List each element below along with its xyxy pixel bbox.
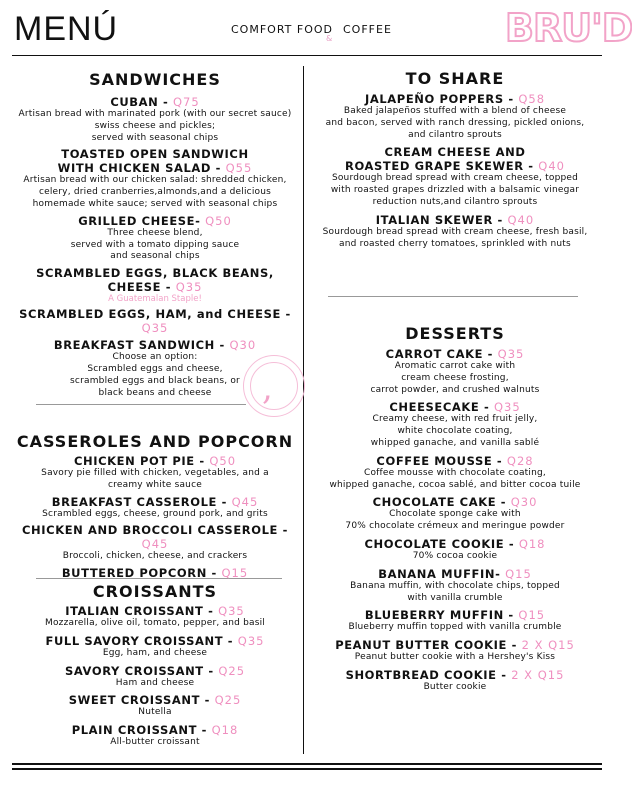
item-name: BUTTERED POPCORN - [61,566,222,581]
item-description: All-butter croissant [110,737,200,748]
item-description: Three cheese blend, served with a tomato dipping sauce and seasonal chips [70,227,240,262]
item-price: Q35 [218,604,245,618]
menu-item [308,638,602,664]
item-name: ITALIAN CROISSANT - [65,604,219,618]
column-divider [303,66,304,754]
item-name-line [8,338,302,352]
to-share-section [308,69,602,254]
item-price: Q35 [141,321,169,336]
item-description: Sourdough bread spread with cream cheese, fresh basil, and roasted cherry tomatoes, sprinkled with nuts [322,226,588,249]
item-name: FULL SAVORY CROISSANT - [45,633,238,648]
item-name: CHICKEN POT PIE - [73,454,210,468]
menu-item [8,723,302,749]
to-share-list [308,92,602,250]
item-name-line [308,145,602,173]
section-title: TO SHARE [405,69,505,88]
menu-item [8,95,302,144]
item-price: Q50 [205,213,232,228]
item-price: Q25 [214,693,242,708]
item-description: Sourdough bread spread with cream cheese, topped with roasted grapes drizzled with a balsamic vinegar reduction nuts,and cilantro sprouts [330,173,580,207]
item-name-line [8,693,302,707]
item-name: SCRAMBLED EGGS, HAM, and CHEESE - [19,307,291,322]
item-price: Q45 [231,494,259,509]
menu-item [8,214,302,263]
item-name: CUBAN - [110,95,173,109]
tagline-comfort-food: COMFORT FOOD [231,23,333,36]
item-description: Savory pie filled with chicken, vegetables, and a creamy white sauce [41,468,269,490]
item-description: Butter cookie [423,681,487,692]
item-price: Q40 [507,212,535,227]
item-name-line [8,266,302,294]
item-description: 70% cocoa cookie [412,550,498,561]
item-price: Q40 [538,159,565,174]
menu-item [8,604,302,630]
item-name: CHOCOLATE CAKE - [372,495,511,510]
dessert-list [308,347,602,694]
item-price: Q50 [209,454,237,468]
brand-stamp-mark: , [262,368,273,408]
item-name: BREAKFAST CASSEROLE - [51,494,232,509]
item-description: Blueberry muffin topped with vanilla crumble [348,622,562,633]
menu-item [308,495,602,533]
item-name: JALAPEÑO POPPERS - [364,92,519,106]
item-name: GRILLED CHEESE- [78,213,206,228]
desserts-section [308,324,602,698]
menu-item [308,668,602,694]
item-price: Q15 [221,566,249,581]
item-name: CHEESECAKE - [389,400,494,415]
item-name: SWEET CROISSANT - [68,693,215,708]
menu-item [8,523,302,563]
item-price: 2 X Q15 [511,667,565,682]
item-description: Chocolate sponge cake with 70% chocolate crémeux and meringue powder [345,509,565,532]
menu-item [308,347,602,396]
item-description: Scrambled eggs, cheese, ground pork, and grits [42,508,268,519]
item-description: Peanut butter cookie with a Hershey's Kiss [354,652,556,663]
item-name-line [8,495,302,509]
menu-item [8,266,302,304]
item-price: Q25 [218,663,246,678]
casserole-list [8,454,302,580]
item-price: Q18 [211,723,239,738]
item-name: CHICKEN AND BROCCOLI CASSEROLE - [22,523,288,538]
menu-item [8,634,302,660]
item-price: Q30 [229,338,257,353]
menu-item [308,567,602,605]
menu-item [8,495,302,521]
item-name: SCRAMBLED EGGS, BLACK BEANS, CHEESE - [36,266,274,295]
item-description: Broccoli, chicken, cheese, and crackers [62,551,248,562]
item-description: Choose an option: Scrambled eggs and cheese, scrambled eggs and black beans, or black beans and cheese [70,352,240,398]
item-name: CARROT CAKE - [385,347,498,361]
item-name: BLUEBERRY MUFFIN - [364,608,519,623]
item-name-line [308,495,602,509]
menu-item [8,664,302,690]
item-name-line [308,400,602,414]
item-name: BANANA MUFFIN- [378,566,506,581]
item-name: CREAM CHEESE AND ROASTED GRAPE SKEWER - [345,145,534,174]
item-description: Aromatic carrot cake with cream cheese frosting, carrot powder, and crushed walnuts [370,361,540,395]
item-name-line [8,307,302,335]
item-name: SAVORY CROISSANT - [64,663,219,678]
item-name: COFFEE MOUSSE - [376,453,507,468]
item-name-line [308,92,602,106]
croissants-section [8,582,302,753]
item-price: Q15 [505,566,532,581]
item-description: Mozzarella, olive oil, tomato, pepper, and basil [45,618,265,628]
item-price: 2 X Q15 [521,638,575,653]
section-title: CROISSANTS [92,582,218,601]
section-title: CASSEROLES AND POPCORN [16,432,294,451]
right-divider [328,296,578,297]
item-price: Q28 [506,453,534,468]
footer-rule-1 [12,763,602,765]
croissant-list [8,604,302,749]
menu-item [8,307,302,335]
item-name-line [8,523,302,551]
menu-item [308,145,602,208]
item-name-line [8,664,302,678]
item-name: ITALIAN SKEWER - [375,212,508,227]
item-price: Q35 [493,400,521,415]
section-title: DESSERTS [405,324,505,343]
left-divider-1 [36,404,246,405]
menu-item [308,92,602,141]
item-price: Q75 [172,95,200,109]
menu-item [308,454,602,492]
sandwiches-section [8,70,302,402]
item-name: BREAKFAST SANDWICH - [53,338,230,353]
item-name-line [8,604,302,618]
menu-title: MENÚ [14,10,119,48]
item-name-line [8,95,302,109]
item-description: Egg, ham, and cheese [102,647,208,658]
menu-item [8,338,302,399]
item-price: Q35 [237,633,265,648]
tagline-coffee: COFFEE [343,23,392,36]
item-price: Q30 [510,495,538,510]
item-name-line [308,608,602,622]
item-description: Artisan bread with marinated pork (with our secret sauce) swiss cheese and pickles; served with seasonal chips [18,109,292,143]
item-description: Banana muffin, with chocolate chips, topped with vanilla crumble [350,580,560,603]
menu-item [8,693,302,719]
item-note: A Guatemalan Staple! [108,294,202,305]
item-name: TOASTED OPEN SANDWICH WITH CHICKEN SALAD - [57,147,249,176]
item-description: Ham and cheese [115,677,195,688]
section-title: SANDWICHES [89,70,221,89]
item-description: Coffee mousse with chocolate coating, whipped ganache, cocoa sablé, and bitter cocoa tuile [329,467,581,490]
item-description: Nutella [138,707,172,718]
item-name-line [8,723,302,737]
tagline-ampersand: & [326,34,333,43]
item-name-line [308,537,602,551]
item-name: SHORTBREAD COOKIE - [345,667,512,682]
item-name-line [308,454,602,468]
footer-rule-2 [12,768,602,770]
sandwich-list [8,95,302,399]
item-name-line [8,454,302,468]
item-price: Q45 [141,537,169,552]
header-rule [12,55,602,56]
item-price: Q58 [518,92,546,106]
menu-item [8,147,302,210]
casseroles-section [8,432,302,583]
item-price: Q55 [225,161,253,176]
brud-logo: BRU'D [505,6,632,50]
item-name-line [308,668,602,682]
item-name-line [8,214,302,228]
item-name-line [308,567,602,581]
menu-item [308,537,602,563]
menu-item [308,608,602,634]
item-name-line [308,347,602,361]
item-name-line [308,638,602,652]
item-name-line [8,566,302,580]
item-price: Q35 [175,280,203,295]
item-name: CHOCOLATE COOKIE - [364,536,519,551]
item-price: Q18 [518,536,546,551]
item-description: Creamy cheese, with red fruit jelly, white chocolate coating, whipped ganache, and vanilla sablé [370,414,540,448]
item-price: Q15 [518,608,546,623]
item-price: Q35 [497,347,525,361]
item-name: PLAIN CROISSANT - [71,723,212,738]
item-description: Artisan bread with our chicken salad: shredded chicken, celery, dried cranberries,almonds,and a delicious homemade white sauce; served with seasonal chips [23,175,287,209]
item-name: PEANUT BUTTER COOKIE - [335,638,522,653]
menu-item [308,213,602,251]
item-name-line [308,213,602,227]
item-description: Baked jalapeños stuffed with a blend of cheese and bacon, served with ranch dressing, pickled onions, and cilantro sprouts [325,106,585,140]
menu-item [308,400,602,449]
item-name-line [8,634,302,648]
item-name-line [8,147,302,175]
menu-item [8,454,302,492]
menu-item [8,566,302,580]
